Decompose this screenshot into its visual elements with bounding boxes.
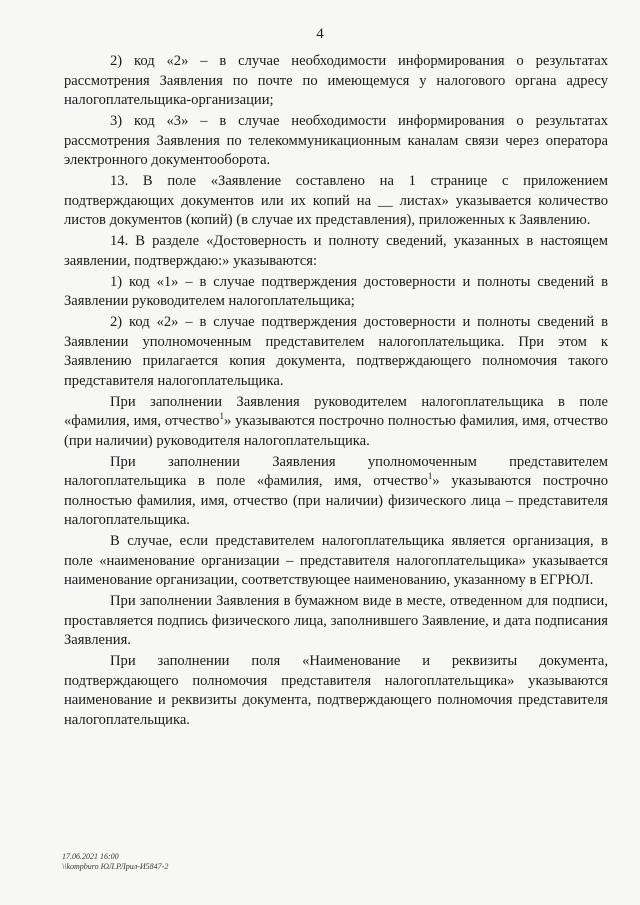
paragraph-item-13: 13. В поле «Заявление составлено на 1 странице с приложением подтверждающих документов или их копий на __ листах» указывается количество листов документов (копий) (в случае их представления), приложенных к Заявлению. [64,173,608,228]
paragraph-head-fio [64,393,608,452]
document-body [64,52,608,730]
paragraph-code-1-head: 1) код «1» – в случае подтверждения достоверности и полноты сведений в Заявлении руководителем налогоплательщика; [64,273,608,309]
paragraph-text: » указываются построчно полностью фамилия, имя, отчество (при наличии) физического лица – представителя налогоплательщика. [64,473,608,528]
paragraph-paper-signature: При заполнении Заявления в бумажном виде в месте, отведенном для подписи, проставляется подпись физического лица, заполнившего Заявление, и дата подписания Заявления. [64,593,608,648]
footer-stamp [62,852,168,872]
footer-file-path: \\kompburo ЮЛ.РЛрил-И5847-2 [62,862,169,871]
paragraph-item-14: 14. В разделе «Достоверность и полноту сведений, указанных в настоящем заявлении, подтверждаю:» указываются: [64,233,608,269]
paragraph-text: » указываются построчно полностью фамилия, имя, отчество (при наличии) руководителя налогоплательщика. [64,413,608,449]
paragraph-code-3-telecom: 3) код «3» – в случае необходимости информирования о результатах рассмотрения Заявления по телекоммуникационным каналам связи через оператора электронного документооборота. [64,113,608,168]
paragraph-code-2-representative: 2) код «2» – в случае подтверждения достоверности и полноты сведений в Заявлении уполномоченным представителем налогоплательщика. При этом к Заявлению прилагается копия документа, подтверждающего полномочия такого представителя налогоплательщика. [64,314,608,389]
paragraph-authority-document: При заполнении поля «Наименование и реквизиты документа, подтверждающего полномочия представителя налогоплательщика» указываются наименование и реквизиты документа, подтверждающего полномочия представителя налогоплательщика. [64,653,608,728]
footnote-marker: 1 [219,411,224,422]
footnote-marker: 1 [427,471,433,482]
paragraph-text: При заполнении Заявления уполномоченным представителем налогоплательщика в поле «фамилия, имя, отчество [64,453,608,489]
paragraph-text: При заполнении Заявления руководителем налогоплательщика в поле «фамилия, имя, отчество [64,393,608,429]
page-number: 4 [316,26,324,42]
footer-timestamp: 17.06.2021 16:00 [62,852,119,861]
paragraph-code-2-post: 2) код «2» – в случае необходимости информирования о результатах рассмотрения Заявления по почте по имеющемуся у налогового органа адресу налогоплательщика-организации; [64,53,608,108]
paragraph-representative-fio [64,453,608,531]
paragraph-organization-representative: В случае, если представителем налогоплательщика является организация, в поле «наименование организации – представителя налогоплательщика» указывается наименование организации, соответствующее наименованию, указанному в ЕГРЮЛ. [64,533,608,588]
